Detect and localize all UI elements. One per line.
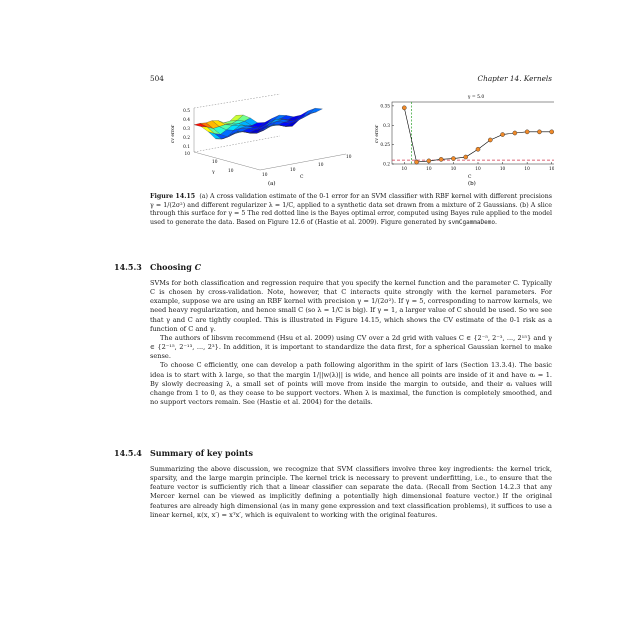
z-tick: 10	[184, 152, 190, 157]
section-title: Summary of key points	[150, 448, 253, 458]
data-point	[414, 160, 418, 164]
paragraph: Summarizing the above discussion, we recognize that SVM classifiers involve three key ingredients: the kernel trick, sparsity, and the large margin principle. The kernel trick is necessary to prevent underfitting, i.e., to ensure that the feature vector is sufficiently rich that a linear classifier can separate the data. (Recall from Section 14.2.3 that any Mercer kernel can be viewed as implicitly defining a potentially high dimensional feature vector.) If the original features are already high dimensional (as in many gene expression and text classification problems), it suffices to use a linear kernel, κ(x, x′) = xᵀx′, which is equivalent to working with the original features.	[150, 465, 552, 519]
section-title-text: Choosing	[150, 262, 192, 272]
data-point	[550, 130, 554, 134]
caption-text: (a) A cross validation estimate of the 0-1 error for an SVM classifier with RBF kernel with different precisions γ = 1/(2σ²) and different regularizer λ = 1/C, applied to a synthetic data set drawn from a mixture of 2 Gaussians. (b) A slice through this surface for γ = 5 The red dotted line is the Bayes optimal error, computed using Bayes rule applied to the model used to generate the data. Based on Figure 12.6 of (Hastie et al. 2009). Figure generated by	[150, 193, 552, 226]
caption-end: .	[494, 218, 497, 226]
section-number: 14.5.4	[114, 448, 142, 458]
section-title-var: C	[194, 262, 201, 272]
panel-b-label: (b)	[468, 181, 476, 187]
y-tick: 10	[228, 169, 234, 174]
y-tick: 10	[212, 160, 218, 165]
paragraph: SVMs for both classification and regression require that you specify the kernel function and the parameter C. Typically C is chosen by cross-validation. Note, however, that C interacts quite strongly with the kernel parameters. For example, suppose we are using an RBF kernel with precision γ = 1/(2σ²). If γ = 5, corresponding to narrow kernels, we need heavy regularization, and hence small C (so λ = 1/C is big). If γ = 1, a larger value of C should be used. So we see that γ and C are tightly coupled. This is illustrated in Figure 14.15, which shows the CV estimate of the 0-1 risk as a function of C and γ.	[150, 279, 552, 333]
data-point	[439, 157, 443, 161]
y-tick-label: 0.35	[380, 104, 390, 110]
section-body	[150, 465, 552, 520]
slice-title: γ = 5.0	[467, 95, 485, 100]
x-tick-label: 10	[524, 167, 530, 172]
data-point	[464, 155, 468, 159]
paragraph: To choose C efficiently, one can develop a path following algorithm in the spirit of lars (Section 13.3.4). The basic idea is to start with λ large, so that the margin 1/||w(λ)|| is wide, and hence all points are inside of it and have αᵢ = 1. By slowly decreasing λ, a small set of points will move from inside the margin to outside, and their αᵢ values will change from 1 to 0, as they cease to be support vectors. When λ is maximal, the function is completely smoothed, and no support vectors remain. See (Hastie et al. 2004) for the details.	[150, 361, 552, 407]
x-tick-label: 10	[475, 167, 481, 172]
figure-caption	[150, 193, 552, 227]
panel-a-label: (a)	[268, 181, 276, 187]
data-point	[525, 130, 529, 134]
x-tick: 10	[290, 168, 296, 173]
slice-x-label: C	[468, 175, 472, 180]
x-tick: 10	[318, 163, 324, 168]
y-tick-label: 0.3	[383, 123, 390, 129]
caption-code: svmCgammaDemo	[448, 218, 495, 226]
cv-error-line	[404, 108, 551, 162]
section-body	[150, 279, 552, 407]
section-title	[150, 262, 201, 272]
y-tick-label: 0.25	[380, 143, 390, 149]
x-tick-label: 10	[450, 167, 457, 172]
paragraph: The authors of libsvm recommend (Hsu et al. 2009) using CV over a 2d grid with values C ∈ {2⁻⁵, 2⁻³, ..., 2¹⁵} and γ ∈ {2⁻¹⁵, 2⁻¹³, ..., 2³}. In addition, it is important to standardize the data first, for a spherical Gaussian kernel to make sense.	[150, 333, 552, 361]
x-tick-label: 10	[401, 167, 408, 172]
slice-plot	[360, 92, 554, 188]
data-point	[476, 147, 480, 151]
y-tick-label: 0.2	[383, 162, 390, 168]
surface-plot	[150, 92, 360, 188]
data-point	[402, 106, 406, 110]
plot-frame	[392, 102, 554, 164]
x-tick-label: 10	[548, 167, 554, 172]
data-point	[488, 138, 492, 142]
slice-y-label: cv error	[375, 124, 380, 144]
chapter-title: Chapter 14. Kernels	[477, 74, 552, 83]
z-axis-label: cv error	[171, 124, 176, 144]
data-point	[451, 156, 455, 160]
page-number: 504	[150, 74, 164, 83]
section-number: 14.5.3	[114, 262, 142, 272]
x-tick: 10	[346, 155, 352, 160]
figure-14-15	[150, 92, 554, 188]
caption-label: Figure 14.15	[150, 193, 196, 200]
z-tick: 0.5	[183, 109, 190, 114]
x-tick: 10	[262, 173, 268, 178]
x-tick-label: 10	[426, 167, 432, 172]
x-axis-label: C	[300, 175, 304, 180]
z-tick: 0.4	[183, 118, 190, 123]
data-point	[513, 131, 517, 135]
data-point	[500, 132, 504, 136]
data-point	[427, 159, 431, 163]
z-tick: 0.2	[183, 136, 190, 141]
x-tick-label: 10	[499, 167, 506, 172]
y-axis-label: γ	[212, 170, 215, 175]
z-tick: 0.1	[183, 145, 190, 150]
data-point	[537, 130, 541, 134]
z-tick: 0.3	[183, 127, 190, 132]
